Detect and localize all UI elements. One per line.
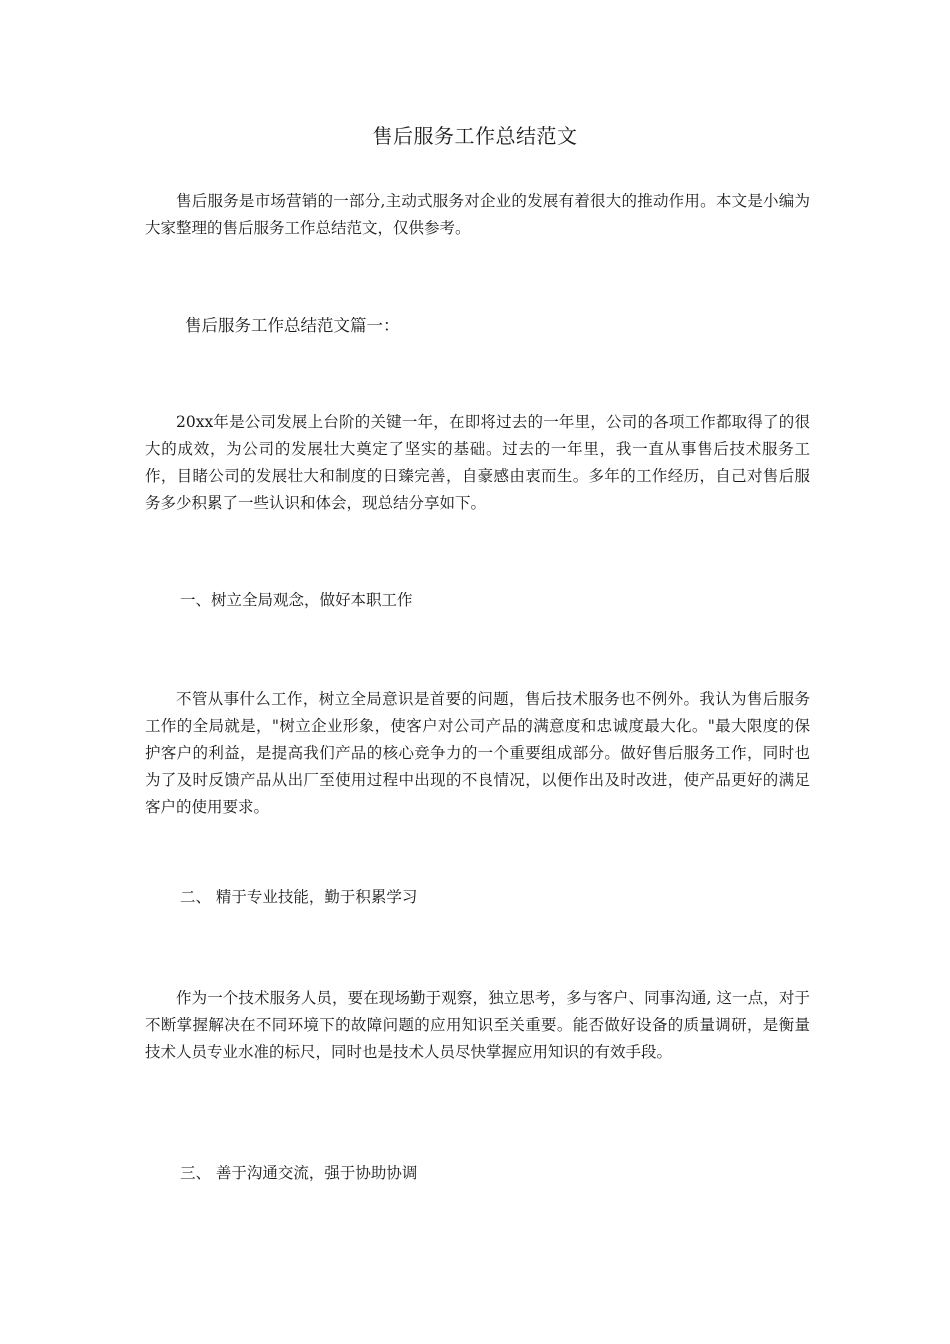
document-title: 售后服务工作总结范文 — [372, 124, 578, 148]
part-heading: 售后服务工作总结范文篇一： — [185, 316, 400, 335]
section-1-paragraph: 不管从事什么工作，树立全局意识是首要的问题，售后技术服务也不例外。我认为售后服务工作的全局就是，"树立企业形象，使客户对公司产品的满意度和忠诚度最大化。"最大限度的保护客户的利益，是提高我们产品的核心竞争力的一个重要组成部分。做好售后服务工作，同时也为了及时反馈产品从出厂至使用过程中出现的不良情况，以便作出及时改进，使产品更好的满足客户的使用要求。 — [145, 690, 810, 816]
intro-paragraph: 售后服务是市场营销的一部分,主动式服务对企业的发展有着很大的推动作用。本文是小编为大家整理的售后服务工作总结范文，仅供参考。 — [145, 192, 810, 237]
section-3-heading: 三、 善于沟通交流，强于协助协调 — [180, 1164, 418, 1182]
section-2-heading: 二、 精于专业技能，勤于积累学习 — [180, 888, 418, 906]
opening-paragraph: 20xx年是公司发展上台阶的关键一年，在即将过去的一年里，公司的各项工作都取得了的很大的成效，为公司的发展壮大奠定了坚实的基础。过去的一年里，我一直从事售后技术服务工作，目睹公司的发展壮大和制度的日臻完善，自豪感由衷而生。多年的工作经历，自己对售后服务多少积累了一些认识和体会，现总结分享如下。 — [145, 413, 810, 512]
section-1-heading: 一、树立全局观念，做好本职工作 — [180, 591, 413, 609]
section-2-paragraph: 作为一个技术服务人员，要在现场勤于观察，独立思考，多与客户、同事沟通, 这一点，对于不断掌握解决在不同环境下的故障问题的应用知识至关重要。能否做好设备的质量调研，是衡量技术人员专业水准的标尺，同时也是技术人员尽快掌握应用知识的有效手段。 — [145, 989, 810, 1061]
